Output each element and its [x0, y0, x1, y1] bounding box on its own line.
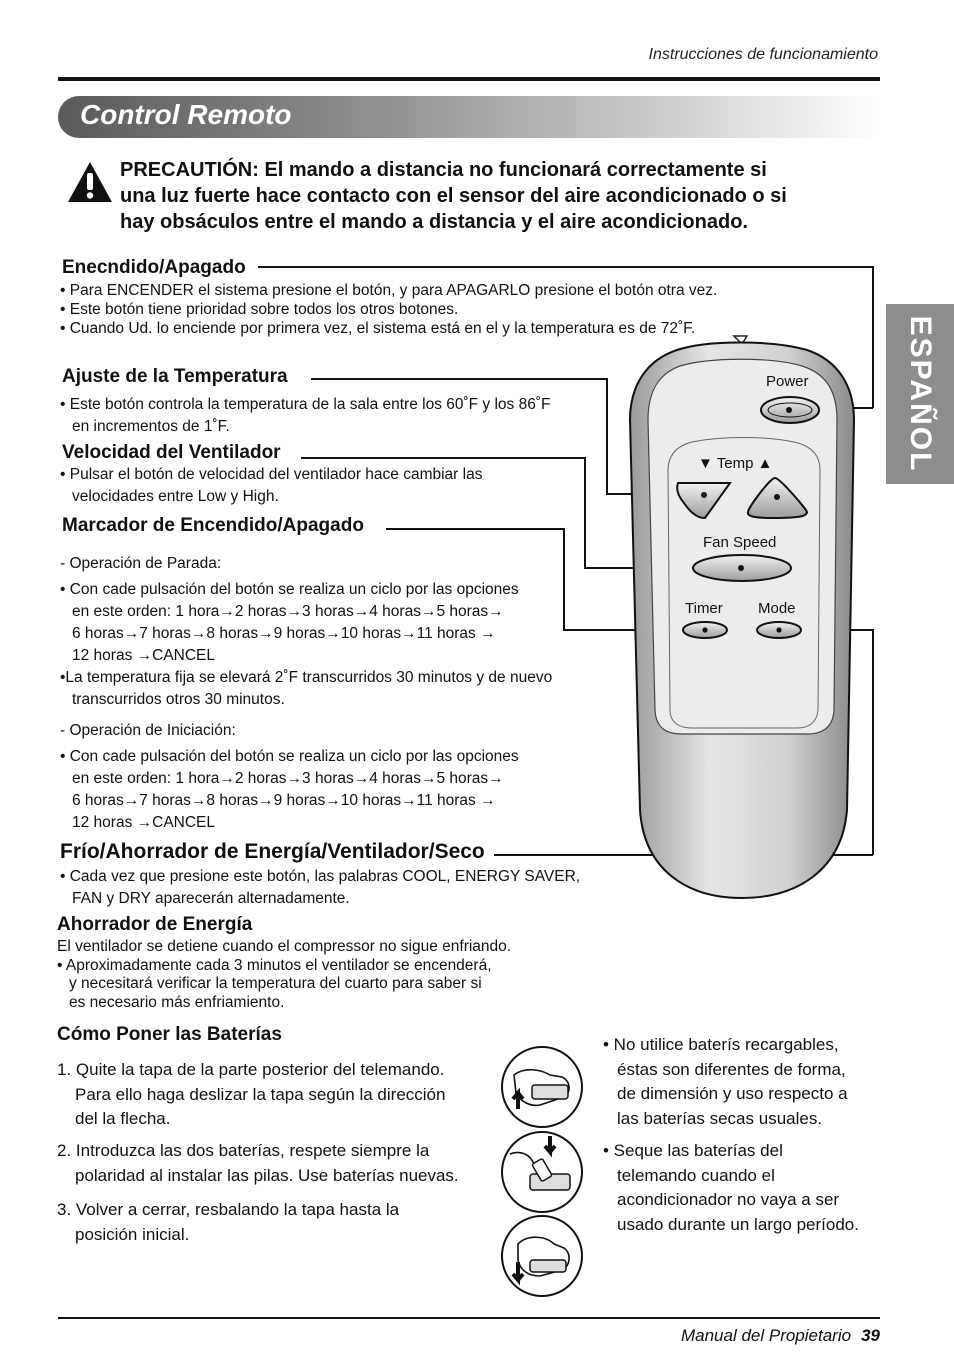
- leader-line-temp-v: [606, 378, 608, 494]
- text-line: 1. Quite la tapa de la parte posterior del telemando.: [57, 1060, 445, 1079]
- triangle-down-icon: ▼: [698, 455, 713, 472]
- leader-line-power-v: [872, 266, 874, 408]
- leader-line-temp: [311, 378, 607, 380]
- text-line: 2. Introduzca las dos baterías, respete siempre la: [57, 1141, 430, 1160]
- text-line: transcurridos otros 30 minutos.: [72, 691, 285, 708]
- section-title: Control Remoto: [80, 99, 292, 130]
- battery-note-2: [603, 1139, 859, 1237]
- leader-line-timer-v: [563, 528, 565, 630]
- text-line: 6 horas→7 horas→8 horas→9 horas→10 horas→11 horas →: [72, 792, 496, 809]
- text-line: • Este botón controla la temperatura de la sala entre los 60˚F y los 86˚F: [60, 396, 551, 413]
- power-button-label: Power: [766, 373, 809, 390]
- remote-control-illustration: [622, 330, 872, 905]
- fan-description: [60, 464, 482, 508]
- text-line: 3. Volver a cerrar, resbalando la tapa hasta la: [57, 1200, 400, 1219]
- start-operation-title: - Operación de Iniciación:: [60, 722, 236, 739]
- text-line: en este orden: 1 hora→2 horas→3 horas→4 horas→5 horas→: [72, 770, 504, 787]
- header-rule: [58, 77, 880, 81]
- battery-step-1: [57, 1058, 445, 1132]
- text-line: • Este botón tiene prioridad sobre todos los otros botones.: [60, 301, 459, 318]
- text-line: •La temperatura fija se elevará 2˚F transcurridos 30 minutos y de nuevo: [60, 669, 553, 686]
- text-line: 12 horas →CANCEL: [72, 814, 216, 831]
- fan-speed-button-label: Fan Speed: [703, 534, 777, 551]
- stop-operation-description: [60, 579, 519, 667]
- mode-description: [60, 866, 580, 910]
- temperature-heading: Ajuste de la Temperatura: [62, 366, 288, 387]
- leader-line-mode-v: [872, 629, 874, 855]
- mode-button-label: Mode: [758, 600, 796, 617]
- text-line: 6 horas→7 horas→8 horas→9 horas→10 horas→11 horas →: [72, 625, 496, 642]
- battery-insertion-illustration: [500, 1130, 584, 1214]
- battery-step-3: [57, 1198, 399, 1247]
- battery-step-2: [57, 1139, 459, 1188]
- leader-line-fan-v: [584, 457, 586, 568]
- text-line: • Cada vez que presione este botón, las palabras COOL, ENERGY SAVER,: [60, 868, 581, 885]
- battery-note-1: [603, 1033, 848, 1131]
- page-number: 39: [861, 1326, 880, 1345]
- energy-saver-heading: Ahorrador de Energía: [57, 914, 253, 935]
- temp-buttons-label: [698, 455, 772, 472]
- footer-rule: [58, 1317, 880, 1319]
- text-line: • Cuando Ud. lo enciende por primera vez, el sistema está en el y la temperatura es de 72˚F.: [60, 320, 696, 337]
- temperature-rise-note: [60, 667, 552, 711]
- temp-label: Temp: [716, 455, 754, 472]
- text-line: usado durante un largo período.: [617, 1214, 859, 1234]
- stop-operation-title: - Operación de Parada:: [60, 555, 222, 572]
- text-line: éstas son diferentes de forma,: [617, 1059, 846, 1079]
- text-line: El ventilador se detiene cuando el compressor no sigue enfriando.: [57, 938, 512, 955]
- caution-line: hay obsáculos entre el mando a distancia y el aire acondicionado.: [120, 211, 748, 233]
- text-line: las baterías secas usuales.: [617, 1108, 823, 1128]
- footer-label: Manual del Propietario: [680, 1326, 852, 1345]
- language-tab: [886, 304, 954, 484]
- language-tab-label: ESPAÑOL: [904, 315, 937, 473]
- text-line: 12 horas →CANCEL: [72, 647, 216, 664]
- text-line: telemando cuando el: [617, 1165, 775, 1185]
- text-line: FAN y DRY aparecerán alternadamente.: [72, 890, 350, 907]
- caution-line: PRECAUTIÓN: El mando a distancia no funcionará correctamente si: [120, 159, 767, 181]
- text-line: es necesario más enfriamiento.: [69, 993, 285, 1011]
- text-line: • Seque las baterías del: [603, 1141, 783, 1160]
- text-line: velocidades entre Low y High.: [72, 488, 279, 505]
- mode-heading: Frío/Ahorrador de Energía/Ventilador/Seco: [60, 840, 485, 863]
- caution-line: una luz fuerte hace contacto con el sensor del aire acondicionado o si: [120, 185, 787, 207]
- energy-saver-description: [57, 938, 511, 1012]
- text-line: • Pulsar el botón de velocidad del ventilador hace cambiar las: [60, 466, 483, 483]
- text-line: y necesitará verificar la temperatura del cuarto para saber si: [69, 975, 482, 992]
- text-line: • Aproximadamente cada 3 minutos el ventilador se encenderá,: [57, 956, 492, 974]
- text-line: • No utilice baterís recargables,: [603, 1035, 839, 1054]
- caution-notice: [120, 157, 890, 235]
- text-line: • Con cade pulsación del botón se realiza un ciclo por las opciones: [60, 748, 519, 765]
- leader-line-timer: [386, 528, 564, 530]
- running-header: Instrucciones de funcionamiento: [648, 46, 878, 63]
- text-line: posición inicial.: [75, 1224, 190, 1244]
- leader-line-power: [258, 266, 873, 268]
- text-line: acondicionador no vaya a ser: [617, 1190, 840, 1209]
- text-line: de dimensión y uso respecto a: [617, 1084, 848, 1103]
- text-line: Para ello haga deslizar la tapa según la dirección: [75, 1084, 446, 1104]
- text-line: • Con cade pulsación del botón se realiza un ciclo por las opciones: [60, 581, 519, 598]
- fan-heading: Velocidad del Ventilador: [62, 442, 281, 463]
- start-operation-description: [60, 746, 519, 834]
- power-heading: Enecndido/Apagado: [62, 257, 246, 278]
- warning-triangle-icon: [66, 160, 114, 204]
- footer: [681, 1326, 880, 1346]
- battery-cover-removal-illustration: [500, 1045, 584, 1129]
- battery-cover-closing-illustration: [500, 1214, 584, 1298]
- text-line: en incrementos de 1˚F.: [72, 418, 230, 435]
- timer-button-label: Timer: [685, 600, 723, 617]
- power-description: [60, 281, 717, 338]
- text-line: polaridad al instalar las pilas. Use baterías nuevas.: [75, 1165, 459, 1185]
- triangle-up-icon: ▲: [757, 455, 773, 472]
- text-line: en este orden: 1 hora→2 horas→3 horas→4 horas→5 horas→: [72, 603, 504, 620]
- timer-heading: Marcador de Encendido/Apagado: [62, 515, 364, 536]
- leader-line-fan: [301, 457, 585, 459]
- text-line: del la flecha.: [75, 1109, 171, 1128]
- batteries-heading: Cómo Poner las Baterías: [57, 1024, 282, 1045]
- text-line: • Para ENCENDER el sistema presione el botón, y para APAGARLO presione el botón otra vez.: [60, 282, 718, 299]
- temperature-description: [60, 394, 550, 438]
